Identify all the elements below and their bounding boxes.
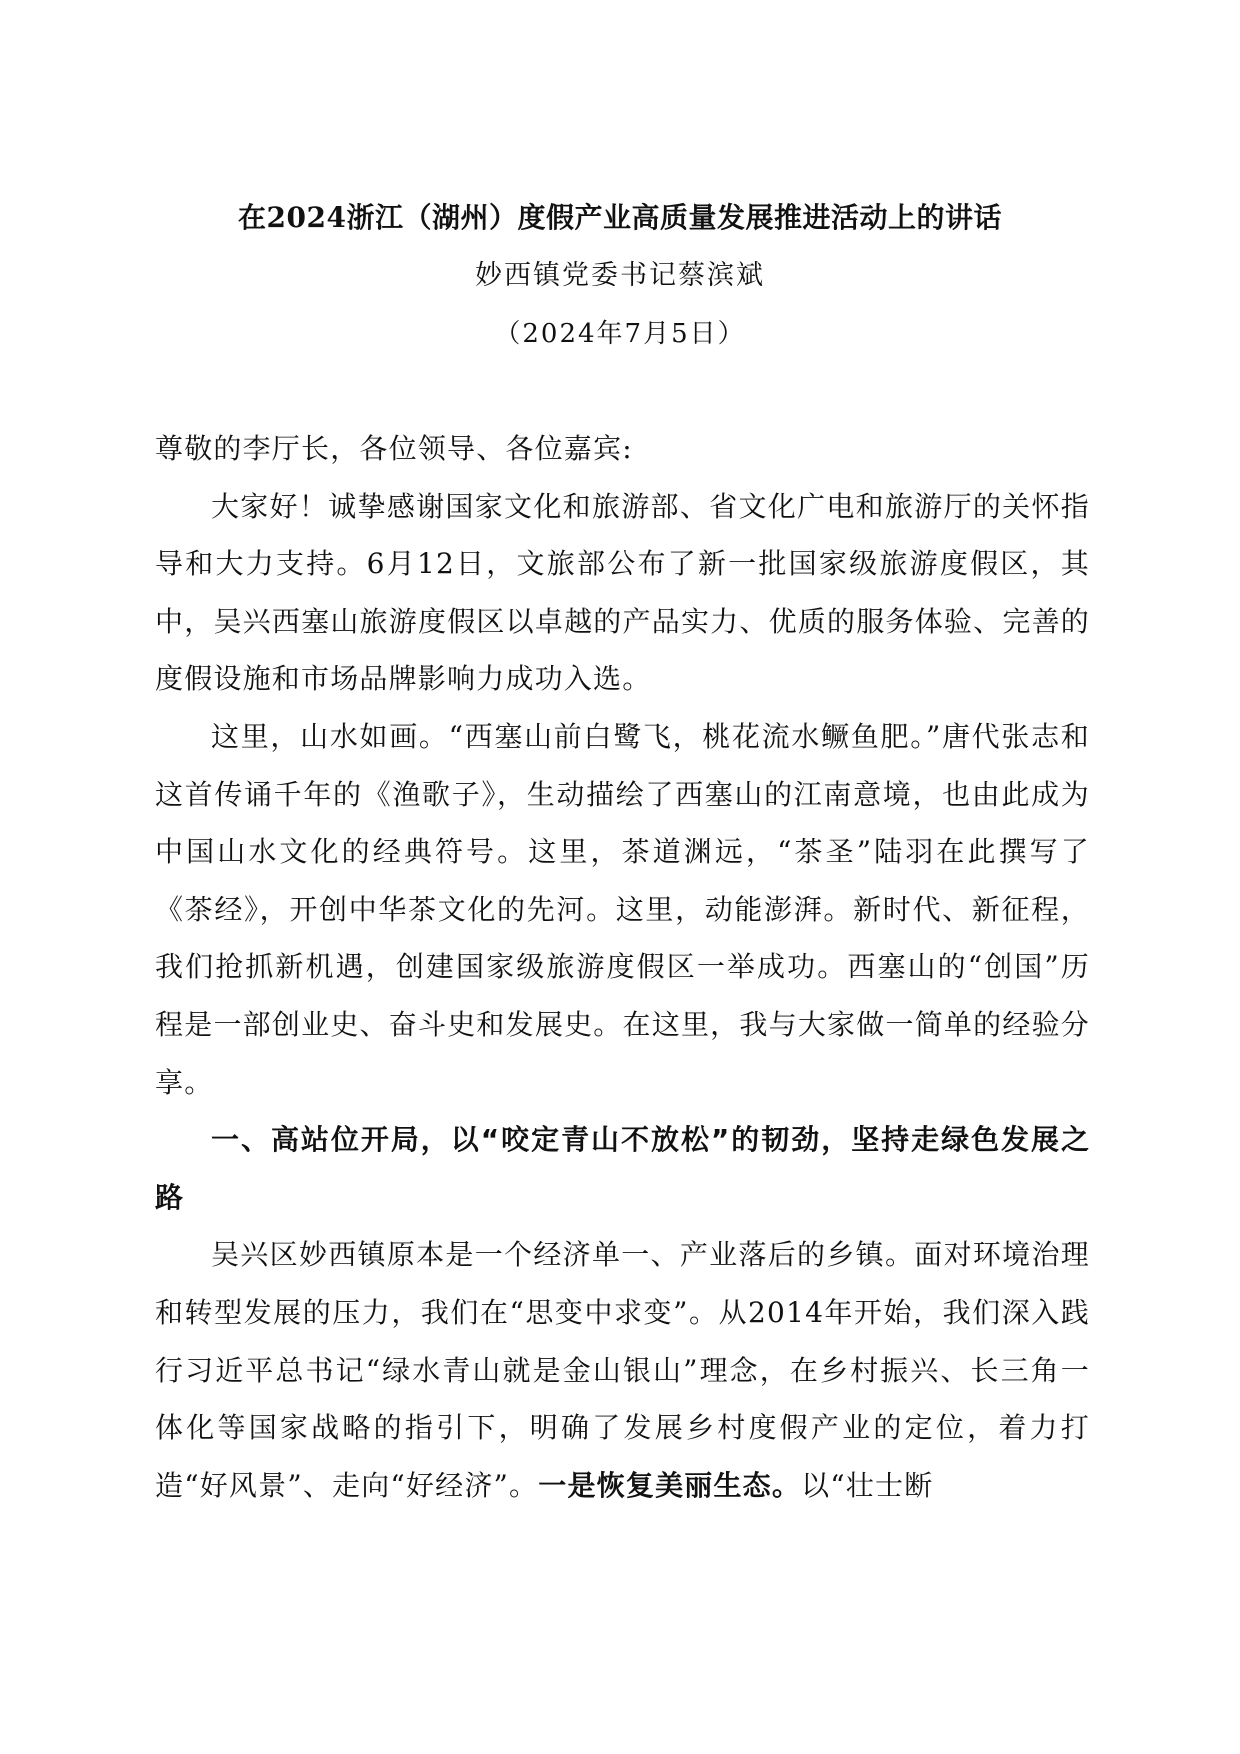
speaker-line: 妙西镇党委书记蔡滨斌 [475,260,765,291]
speech-body [155,420,1090,1514]
section-heading: 一、高站位开局，以“咬定青山不放松”的韧劲，坚持走绿色发展之路 [155,1123,1090,1214]
speech-title: 在2024浙江（湖州）度假产业高质量发展推进活动上的讲话 [238,201,1002,234]
paragraph-opening: 大家好！诚挚感谢国家文化和旅游部、省文化广电和旅游厅的关怀指导和大力支持。6月12日，文旅部公布了新一批国家级旅游度假区，其中，吴兴西塞山旅游度假区以卓越的产品实力、优质的服务体验、完善的度假设施和市场品牌影响力成功入选。 [155,489,1090,696]
bold-point-restore-ecology: 一是恢复美丽生态。 [538,1468,802,1502]
paragraph-landscape: 这里，山水如画。“西塞山前白鹭飞，桃花流水鳜鱼肥。”唐代张志和这首传诵千年的《渔歌子》，生动描绘了西塞山的江南意境，也由此成为中国山水文化的经典符号。这里，茶道渊远，“茶圣”陆羽在此撰写了《茶经》，开创中华茶文化的先河。这里，动能澎湃。新时代、新征程，我们抢抓新机遇，创建国家级旅游度假区一举成功。西塞山的“创国”历程是一部创业史、奋斗史和发展史。在这里，我与大家做一简单的经验分享。 [155,719,1090,1099]
speech-date: （2024年7月5日） [494,319,746,349]
paragraph-section-one [155,1226,1090,1514]
salutation: 尊敬的李厅长，各位领导、各位嘉宾: [155,432,633,465]
paragraph-section-one-continuation: 以“壮士断 [801,1468,934,1502]
paragraph-section-one-text: 吴兴区妙西镇原本是一个经济单一、产业落后的乡镇。面对环境治理和转型发展的压力，我们在“思变中求变”。从2014年开始，我们深入践行习近平总书记“绿水青山就是金山银山”理念，在乡村振兴、长三角一体化等国家战略的指引下，明确了发展乡村度假产业的定位，着力打造“好风景”、走向“好经济”。 [155,1238,1090,1502]
